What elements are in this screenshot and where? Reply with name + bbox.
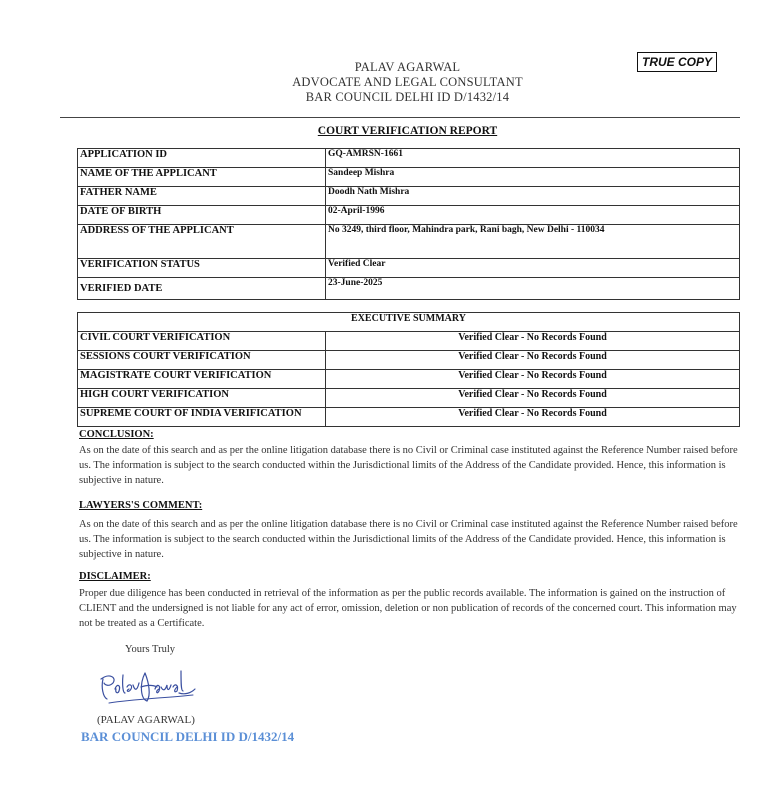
table-row <box>78 408 740 427</box>
table-row <box>78 259 740 278</box>
row-value: 02-April-1996 <box>326 206 740 225</box>
row-value: No 3249, third floor, Mahindra park, Rani bagh, New Delhi - 110034 <box>326 225 740 259</box>
row-value: Verified Clear - No Records Found <box>326 351 740 370</box>
row-value: Verified Clear - No Records Found <box>326 408 740 427</box>
closing-salutation: Yours Truly <box>125 644 176 655</box>
table-row <box>78 370 740 389</box>
conclusion-title: CONCLUSION: <box>79 429 154 440</box>
table-row <box>78 206 740 225</box>
row-label: SUPREME COURT OF INDIA VERIFICATION <box>78 408 326 427</box>
header-divider <box>60 117 740 118</box>
table-row <box>78 168 740 187</box>
table-row <box>78 278 740 300</box>
row-label: SESSIONS COURT VERIFICATION <box>78 351 326 370</box>
applicant-details-table <box>77 148 740 300</box>
row-label: APPLICATION ID <box>78 149 326 168</box>
signatory-bar-id: BAR COUNCIL DELHI ID D/1432/14 <box>81 729 295 744</box>
row-value: Sandeep Mishra <box>326 168 740 187</box>
advocate-profession: ADVOCATE AND LEGAL CONSULTANT <box>292 75 523 89</box>
signatory-name: (PALAV AGARWAL) <box>97 714 195 726</box>
table-row <box>78 351 740 370</box>
table-header-row <box>78 313 740 332</box>
conclusion-text: As on the date of this search and as per the online litigation database there is no Civil or Criminal case instituted against the Reference Number raised before us. The information is subject to the search conducted within the Jurisdictional limits of the Address of the Candidate provided. Hence, this information is subjective in nature. <box>79 445 738 486</box>
row-value: Verified Clear - No Records Found <box>326 370 740 389</box>
row-label: HIGH COURT VERIFICATION <box>78 389 326 408</box>
advocate-name: PALAV AGARWAL <box>354 60 461 74</box>
advocate-bar-id: BAR COUNCIL DELHI ID D/1432/14 <box>305 90 510 104</box>
disclaimer-title: DISCLAIMER: <box>79 571 151 582</box>
lawyers-comment-text: As on the date of this search and as per the online litigation database there is no Civil or Criminal case instituted against the Reference Number raised before us. The information is subject to the search conducted within the Jurisdictional limits of the Address of the Candidate provided. Hence, this information is subjective in nature. <box>79 519 738 560</box>
row-label: VERIFIED DATE <box>78 278 326 300</box>
table-row <box>78 225 740 259</box>
table-row <box>78 389 740 408</box>
row-label: CIVIL COURT VERIFICATION <box>78 332 326 351</box>
lawyers-comment-title: LAWYERS'S COMMENT: <box>79 500 203 511</box>
row-value: GQ-AMRSN-1661 <box>326 149 740 168</box>
summary-heading: EXECUTIVE SUMMARY <box>78 313 740 332</box>
row-value: Verified Clear - No Records Found <box>326 389 740 408</box>
table-row <box>78 332 740 351</box>
disclaimer-text: Proper due diligence has been conducted in retrieval of the information as per the public records available. The information is gained on the instruction of CLIENT and the undersigned is not liable for any act of error, omission, deletion or non publication of records of the concerned court. This information may not be treated as a Certificate. <box>79 588 737 629</box>
handwritten-signature-icon <box>95 665 205 710</box>
row-label: DATE OF BIRTH <box>78 206 326 225</box>
row-value: Verified Clear <box>326 259 740 278</box>
row-value: Verified Clear - No Records Found <box>326 332 740 351</box>
row-value: 23-June-2025 <box>326 278 740 300</box>
table-row <box>78 187 740 206</box>
row-label: VERIFICATION STATUS <box>78 259 326 278</box>
row-label: ADDRESS OF THE APPLICANT <box>78 225 326 259</box>
executive-summary-table <box>77 312 740 427</box>
row-value: Doodh Nath Mishra <box>326 187 740 206</box>
table-row <box>78 149 740 168</box>
report-title: COURT VERIFICATION REPORT <box>317 125 498 137</box>
true-copy-stamp: TRUE COPY <box>637 52 717 72</box>
row-label: MAGISTRATE COURT VERIFICATION <box>78 370 326 389</box>
row-label: FATHER NAME <box>78 187 326 206</box>
row-label: NAME OF THE APPLICANT <box>78 168 326 187</box>
